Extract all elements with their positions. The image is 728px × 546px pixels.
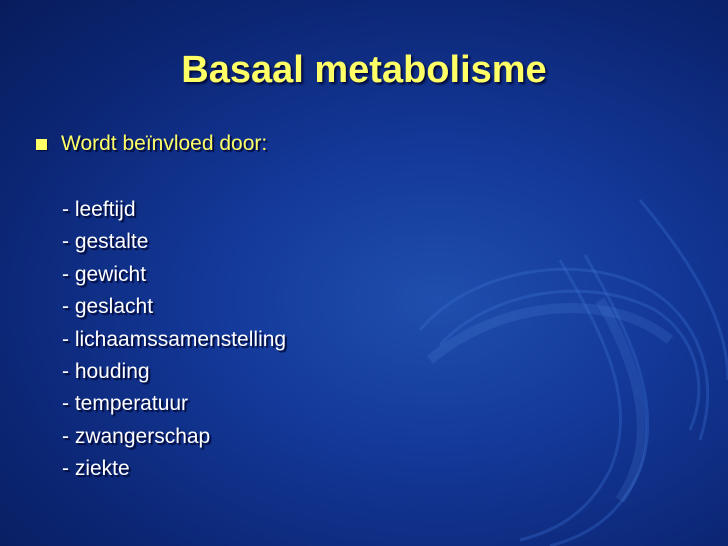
list-item: - leeftijd [62, 198, 136, 221]
list-item: - temperatuur [62, 392, 189, 416]
bullet-text: Wordt beïnvloed door: [61, 132, 268, 155]
list-item: - houding [62, 359, 150, 383]
bullet-point [36, 130, 267, 158]
list-item: - lichaamssamenstelling [62, 327, 287, 351]
list-item: - gewicht [62, 262, 147, 286]
slide-title: Basaal metabolisme [181, 49, 547, 91]
list-item: - geslacht [62, 295, 154, 319]
factor-list [62, 194, 286, 486]
list-item: - ziekte [62, 457, 130, 481]
list-item: - zwangerschap [62, 424, 211, 448]
square-bullet-icon [36, 139, 47, 150]
list-item: - gestalte [62, 230, 149, 254]
